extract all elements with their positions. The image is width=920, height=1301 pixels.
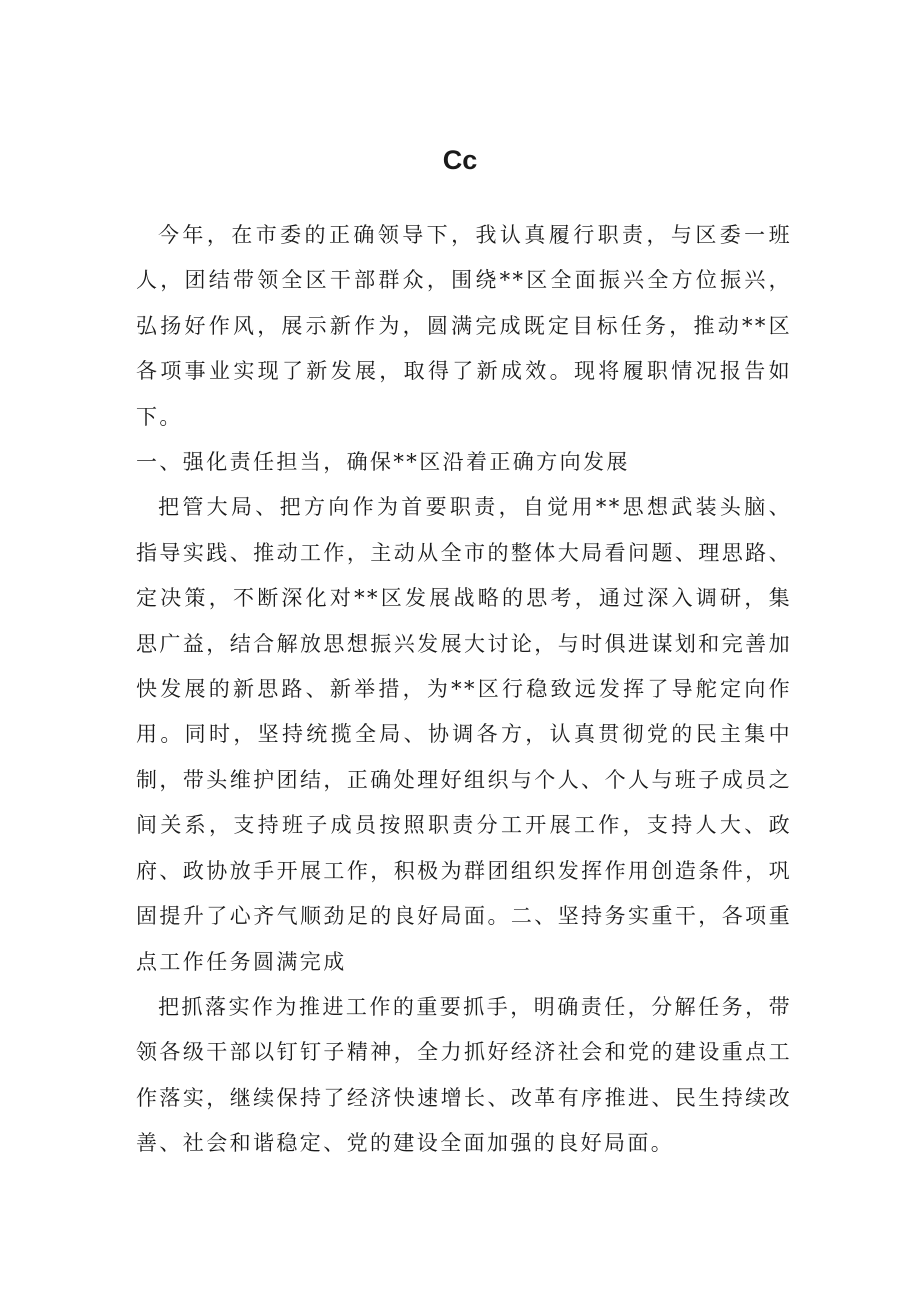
paragraph-intro: 今年，在市委的正确领导下，我认真履行职责，与区委一班人，团结带领全区干部群众，围绕**区全面振兴全方位振兴，弘扬好作风，展示新作为，圆满完成既定目标任务，推动**区各项事业实现了新发展，取得了新成效。现将履职情况报告如下。 xyxy=(136,223,792,429)
document-body xyxy=(136,213,792,1167)
paragraph-section-1: 把管大局、把方向作为首要职责，自觉用**思想武装头脑、指导实践、推动工作，主动从全市的整体大局看问题、理思路、定决策，不断深化对**区发展战略的思考，通过深入调研，集思广益，结合解放思想振兴发展大讨论，与时俱进谋划和完善加快发展的新思路、新举措，为**区行稳致远发挥了导舵定向作用。同时，坚持统揽全局、协调各方，认真贯彻党的民主集中制，带头维护团结，正确处理好组织与个人、个人与班子成员之间关系，支持班子成员按照职责分工开展工作，支持人大、政府、政协放手开展工作，积极为群团组织发挥作用创造条件，巩固提升了心齐气顺劲足的良好局面。二、坚持务实重干，各项重点工作任务圆满完成 xyxy=(136,495,792,974)
paragraph-section-2: 把抓落实作为推进工作的重要抓手，明确责任，分解任务，带领各级干部以钉钉子精神，全力抓好经济社会和党的建设重点工作落实，继续保持了经济快速增长、改革有序推进、民生持续改善、社会和谐稳定、党的建设全面加强的良好局面。 xyxy=(136,994,792,1156)
document-title: Cc xyxy=(442,145,478,175)
section-heading-1: 一、强化责任担当，确保**区沿着正确方向发展 xyxy=(136,450,630,475)
